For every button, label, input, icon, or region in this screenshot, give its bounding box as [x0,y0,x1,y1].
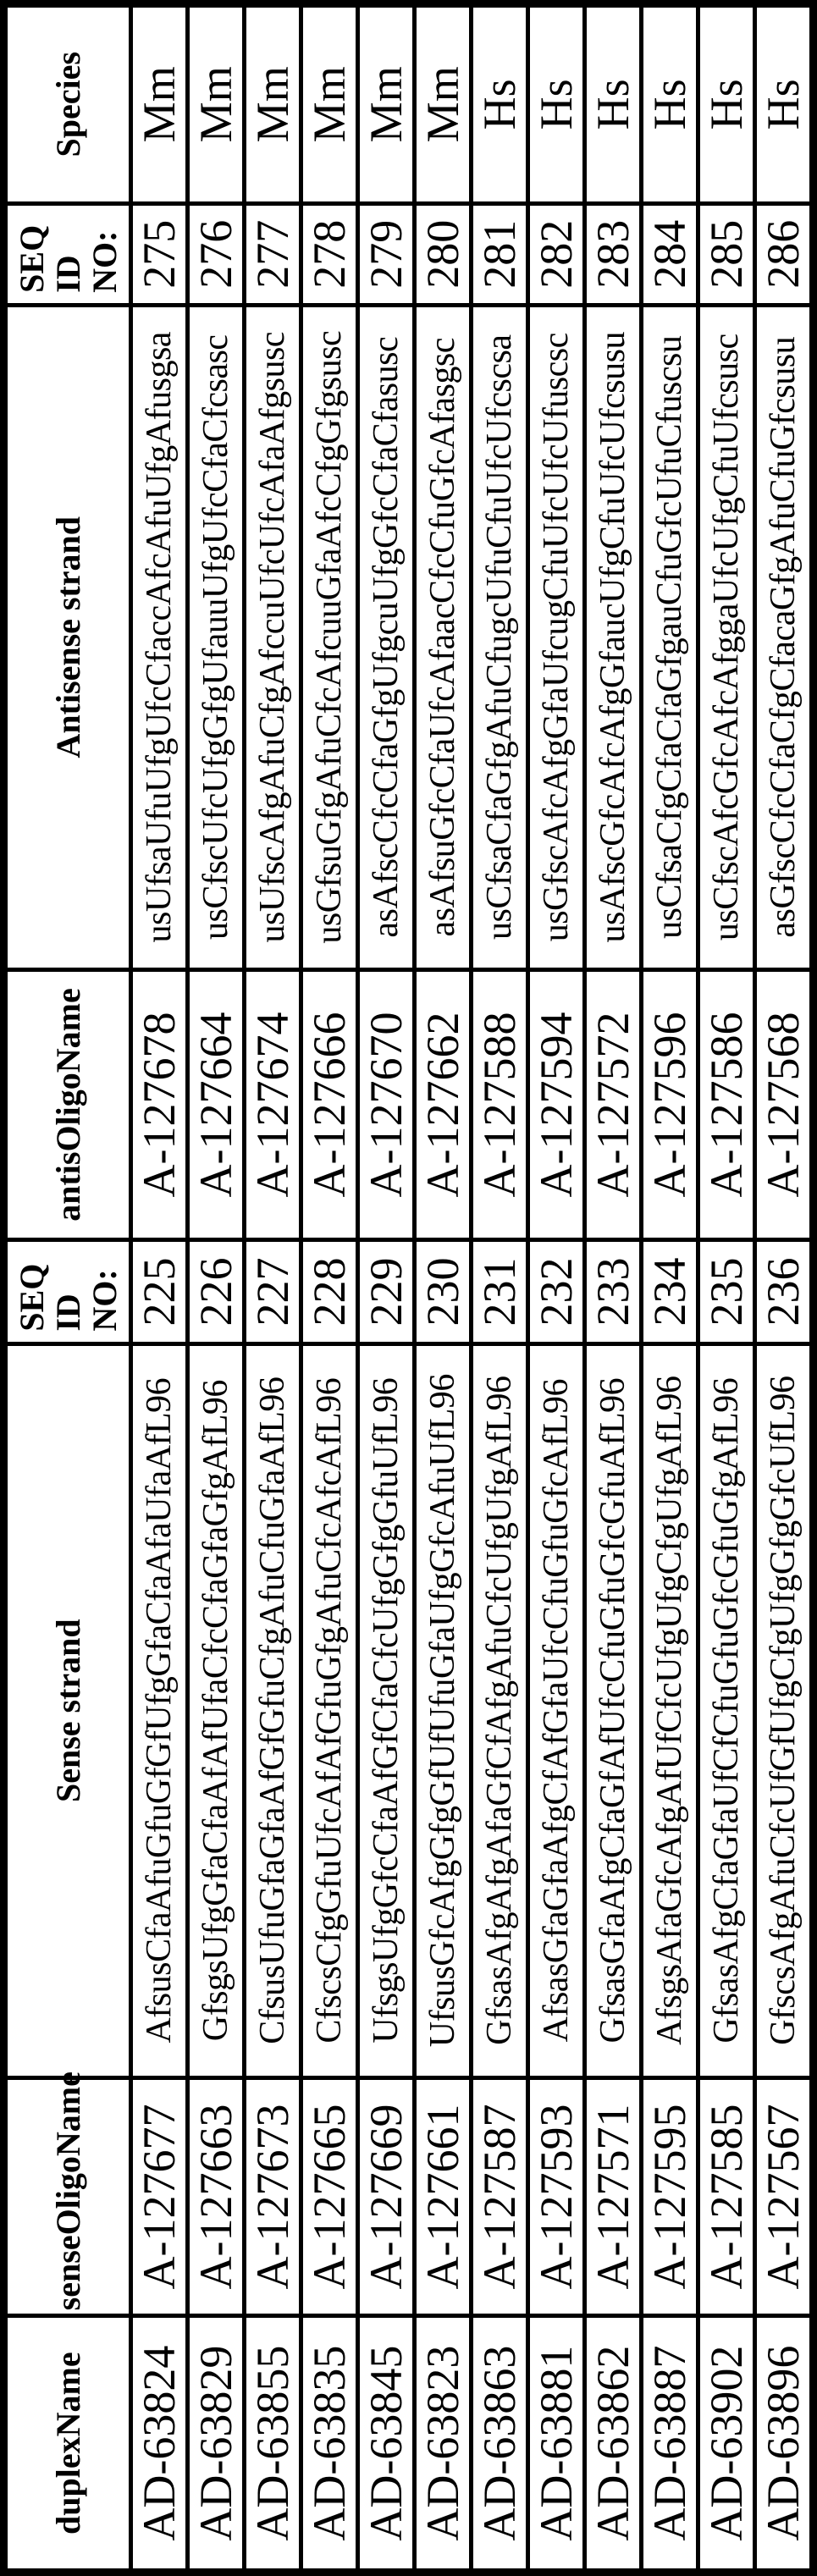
cell-sense-oligo-name: A-127673 [245,2077,301,2316]
header-duplex-name: duplexName [4,2316,131,2573]
cell-sense-strand: GfsasAfgCfaGfaUfCfCfuGfuGfcGfuGfgAfL96 [698,1343,755,2077]
cell-sense-oligo-name: A-127585 [698,2077,755,2316]
cell-sense-strand: AfsgsAfaGfcAfgAfUfCfcUfgUfgCfgUfgAfL96 [642,1343,698,2077]
header-antis-oligo-name: antisOligoName [4,969,131,1240]
cell-sense-strand: CfsusUfuGfaGfaAfGfGfuCfgAfuCfuGfaAfL96 [245,1343,301,2077]
cell-duplex-name: AD-63887 [642,2316,698,2573]
cell-seq-id-sense: 229 [358,1240,415,1343]
cell-species: Hs [698,4,755,204]
cell-antis-oligo-name: A-127666 [301,969,358,1240]
cell-duplex-name: AD-63823 [415,2316,472,2573]
header-seq-id-no-sense: SEQ ID NO: [4,1240,131,1343]
cell-species: Mm [415,4,472,204]
cell-seq-id-antisense: 285 [698,203,755,305]
table-header-row [4,4,131,2573]
table-body [131,4,814,2573]
cell-sense-oligo-name: A-127595 [642,2077,698,2316]
cell-antis-oligo-name: A-127586 [698,969,755,1240]
cell-antisense-strand: usGfsuGfgAfuCfcAfcuuGfaAfcCfgGfgsusc [301,305,358,969]
table-row [585,4,642,2573]
header-species: Species [4,4,131,204]
cell-antisense-strand: usUfscAfgAfuCfgAfccuUfcUfcAfaAfgsusc [245,305,301,969]
cell-seq-id-antisense: 278 [301,203,358,305]
cell-antisense-strand: usGfscAfcAfgGfaUfcugCfuUfcUfcUfuscsc [528,305,585,969]
cell-species: Hs [642,4,698,204]
cell-sense-oligo-name: A-127571 [585,2077,642,2316]
header-antisense-strand: Antisense strand [4,305,131,969]
cell-duplex-name: AD-63855 [245,2316,301,2573]
cell-antis-oligo-name: A-127662 [415,969,472,1240]
cell-sense-strand: GfsasGfaAfgCfaGfAfUfcCfuGfuGfcGfuAfL96 [585,1343,642,2077]
cell-antis-oligo-name: A-127670 [358,969,415,1240]
cell-duplex-name: AD-63835 [301,2316,358,2573]
cell-antisense-strand: usCfscUfcUfgGfgUfauuUfgUfcCfaCfcsasc [188,305,245,969]
cell-antis-oligo-name: A-127594 [528,969,585,1240]
cell-seq-id-sense: 232 [528,1240,585,1343]
cell-seq-id-antisense: 280 [415,203,472,305]
cell-species: Mm [188,4,245,204]
header-sense-strand: Sense strand [4,1343,131,2077]
cell-sense-oligo-name: A-127587 [472,2077,528,2316]
cell-duplex-name: AD-63862 [585,2316,642,2573]
cell-species: Mm [131,4,188,204]
cell-species: Hs [755,4,814,204]
cell-seq-id-sense: 231 [472,1240,528,1343]
table-row [301,4,358,2573]
cell-sense-strand: GfsgsUfgGfaCfaAfAfUfaCfcCfaGfaGfgAfL96 [188,1343,245,2077]
header-sense-oligo-name: senseOligoName [4,2077,131,2316]
cell-sense-oligo-name: A-127663 [188,2077,245,2316]
cell-seq-id-antisense: 286 [755,203,814,305]
table-row [188,4,245,2573]
cell-antis-oligo-name: A-127588 [472,969,528,1240]
cell-species: Hs [472,4,528,204]
table-row [698,4,755,2573]
cell-antisense-strand: asAfscCfcCfaGfgUfgcuUfgGfcCfaCfasusc [358,305,415,969]
cell-antisense-strand: usAfscGfcAfcAfgGfaucUfgCfuUfcUfcsusu [585,305,642,969]
cell-duplex-name: AD-63863 [472,2316,528,2573]
cell-antisense-strand: usCfsaCfaGfgAfuCfugcUfuCfuUfcUfcscsa [472,305,528,969]
table-row [472,4,528,2573]
cell-seq-id-sense: 225 [131,1240,188,1343]
cell-seq-id-sense: 230 [415,1240,472,1343]
cell-seq-id-antisense: 284 [642,203,698,305]
cell-seq-id-sense: 228 [301,1240,358,1343]
cell-sense-strand: UfsusGfcAfgGfgGfUfUfuGfaUfgGfcAfuUfL96 [415,1343,472,2077]
cell-species: Hs [585,4,642,204]
cell-antis-oligo-name: A-127664 [188,969,245,1240]
cell-duplex-name: AD-63902 [698,2316,755,2573]
cell-sense-oligo-name: A-127677 [131,2077,188,2316]
cell-sense-oligo-name: A-127661 [415,2077,472,2316]
cell-seq-id-antisense: 275 [131,203,188,305]
cell-antisense-strand: usUfsaUfuUfgUfcCfaccAfcAfuUfgAfusgsa [131,305,188,969]
header-seq-id-no-antisense: SEQ ID NO: [4,203,131,305]
cell-antisense-strand: asAfsuGfcCfaUfcAfaacCfcCfuGfcAfasgsc [415,305,472,969]
cell-antisense-strand: asGfscCfcCfaCfgCfacaGfgAfuCfuGfcsusu [755,305,814,969]
cell-antis-oligo-name: A-127572 [585,969,642,1240]
cell-seq-id-sense: 233 [585,1240,642,1343]
cell-seq-id-antisense: 279 [358,203,415,305]
cell-sense-strand: GfscsAfgAfuCfcUfGfUfgCfgUfgGfgGfcUfL96 [755,1343,814,2077]
cell-seq-id-sense: 227 [245,1240,301,1343]
table-row [245,4,301,2573]
cell-seq-id-sense: 226 [188,1240,245,1343]
cell-duplex-name: AD-63824 [131,2316,188,2573]
cell-seq-id-sense: 234 [642,1240,698,1343]
cell-antis-oligo-name: A-127678 [131,969,188,1240]
cell-sense-strand: UfsgsUfgGfcCfaAfGfCfaCfcUfgGfgGfuUfL96 [358,1343,415,2077]
cell-seq-id-antisense: 282 [528,203,585,305]
cell-seq-id-antisense: 276 [188,203,245,305]
cell-duplex-name: AD-63829 [188,2316,245,2573]
cell-sense-oligo-name: A-127669 [358,2077,415,2316]
cell-duplex-name: AD-63896 [755,2316,814,2573]
table-row [642,4,698,2573]
table-row [358,4,415,2573]
cell-sense-strand: AfsasGfaGfaAfgCfAfGfaUfcCfuGfuGfcAfL96 [528,1343,585,2077]
cell-species: Mm [245,4,301,204]
cell-seq-id-antisense: 277 [245,203,301,305]
cell-antis-oligo-name: A-127674 [245,969,301,1240]
cell-seq-id-sense: 235 [698,1240,755,1343]
cell-species: Mm [358,4,415,204]
cell-sense-oligo-name: A-127567 [755,2077,814,2316]
cell-sense-strand: CfscsCfgGfuUfcAfAfGfuGfgAfuCfcAfcAfL96 [301,1343,358,2077]
table-row [755,4,814,2573]
cell-species: Mm [301,4,358,204]
table-row [415,4,472,2573]
cell-antis-oligo-name: A-127568 [755,969,814,1240]
table-row [528,4,585,2573]
cell-sense-strand: AfsusCfaAfuGfuGfGfUfgGfaCfaAfaUfaAfL96 [131,1343,188,2077]
cell-species: Hs [528,4,585,204]
cell-sense-strand: GfsasAfgAfgAfaGfCfAfgAfuCfcUfgUfgAfL96 [472,1343,528,2077]
cell-antisense-strand: usCfsaCfgCfaCfaGfgauCfuGfcUfuCfuscsu [642,305,698,969]
cell-seq-id-antisense: 283 [585,203,642,305]
table-row [131,4,188,2573]
cell-sense-oligo-name: A-127593 [528,2077,585,2316]
cell-seq-id-antisense: 281 [472,203,528,305]
cell-seq-id-sense: 236 [755,1240,814,1343]
cell-duplex-name: AD-63845 [358,2316,415,2573]
cell-antisense-strand: usCfscAfcGfcAfcAfggaUfcUfgCfuUfcsusc [698,305,755,969]
cell-duplex-name: AD-63881 [528,2316,585,2573]
cell-sense-oligo-name: A-127665 [301,2077,358,2316]
cell-antis-oligo-name: A-127596 [642,969,698,1240]
